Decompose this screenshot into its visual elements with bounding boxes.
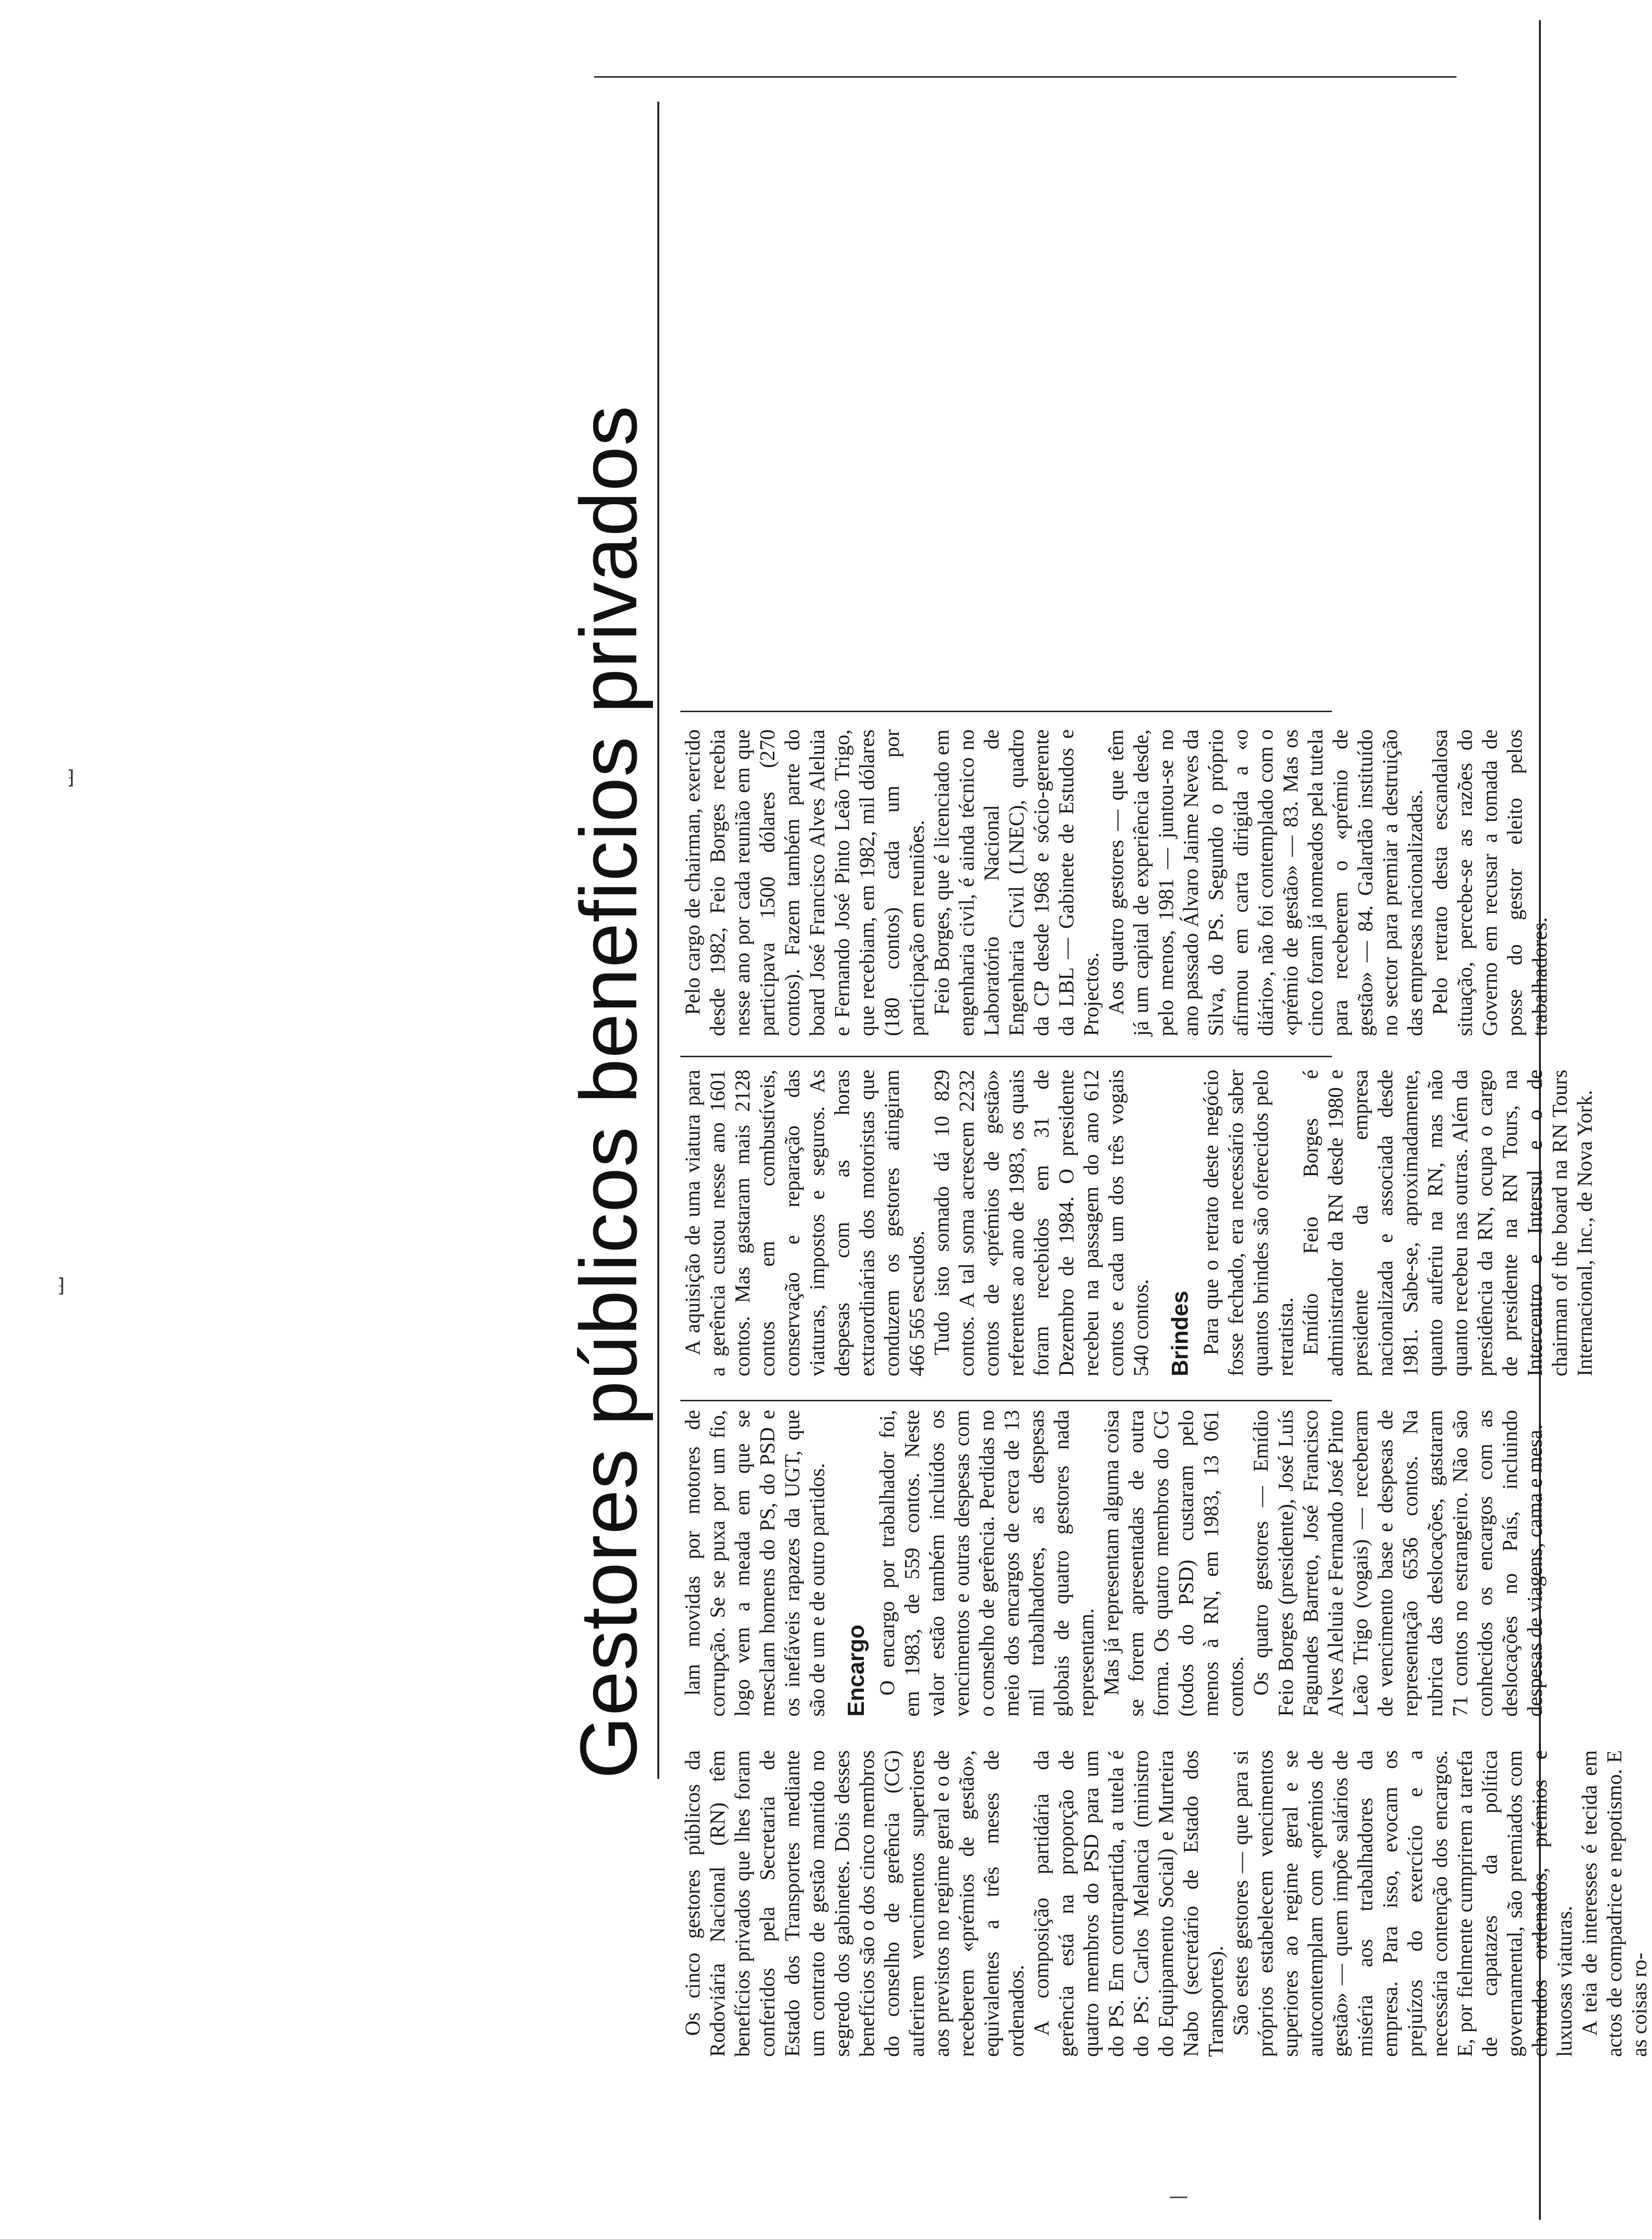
- article-paragraph: Os quatro gestores — Emídio Feio Borges (presidente), José Luís Fagundes Barreto, José Francisco Alves Aleluia e Fernando José Pinto Leão Trigo (vogais) — receberam de vencimento base e despesas de representação 6536 contos. Na rubrica das deslocações, gastaram 71 contos no estrangeiro. Não são conhecidos os encargos com as deslocações no País, incluindo despesas de viagens, cama e mesa.: [1249, 1410, 1547, 1717]
- scan-mark: ⁆: [57, 1275, 65, 1297]
- article-paragraph: Emídio Feio Borges é administrador da RN desde 1980 e presidente da empresa nacionalizada e associada desde 1981. Sabe-se, aproximadamente, quanto auferiu na RN, mas não quanto recebeu nas outras. Além da presidência da RN, ocupa o cargo de presidente na RN Tours, na Intercentro e Intersul e o de chairman of the board na RN Tours Internacional, Inc., de Nova York.: [1299, 1070, 1596, 1376]
- article-paragraph: Pelo retrato desta escandalosa situação, percebe-se as razões do Governo em recusar a tomada de posse do gestor eleito pelos trabalhadores.: [1428, 729, 1551, 1036]
- article-paragraph: São estes gestores — que para si próprios estabelecem vencimentos superiores ao regime geral e se autocontemplam com «prémios de gestão» — quem impõe salários de miséria aos trabalhadores da empresa. Para isso, evocam os prejuízos do exercício e a necessária contenção dos encargos. E, por fielmente cumprirem a tarefa de capatazes da política governamental, são premiados com chorudos ordenados, prémios e luxuosas viaturas.: [1229, 1750, 1576, 2057]
- article-paragraph: A aquisição de uma viatura para a gerência custou nesse ano 1601 contos. Mas gastaram mais 2128 contos em combustíveis, conservação e reparação das viaturas, impostos e seguros. As despesas com as horas extraordinárias dos motoristas que conduzem os gestores atingiram 466 565 escudos.: [681, 1070, 929, 1376]
- article-paragraph: Feio Borges, que é licenciado em engenharia civil, é ainda técnico no Laboratório Nacional de Engenharia Civil (LNEC), quadro da CP desde 1968 e sócio-gerente da LBL — Gabinete de Estudos e Projectos.: [930, 729, 1103, 1036]
- column-divider: [680, 711, 1332, 712]
- article-column-1: [680, 1750, 1652, 2057]
- article-paragraph: A teia de interesses é tecida em actos de compadrice e nepotismo. E as coisas ro-: [1578, 1750, 1651, 2057]
- subhead-brindes: Brindes: [1168, 1291, 1193, 1376]
- article-paragraph: A composição partidária da gerência está na proporção de quatro membros do PSD para um do PS. Em contrapartida, a tutela é do PS: Carlos Melancia (ministro do Equipamento Social) e Murteira Nabo (secretário de Estado dos Transportes).: [1030, 1750, 1228, 2057]
- article-column-4: [680, 729, 1552, 1036]
- article-paragraph: Para que o retrato deste negócio fosse fechado, era necessário saber quantos brindes são oferecidos pelo retratista.: [1199, 1070, 1297, 1376]
- scan-mark: ⁆: [67, 767, 75, 789]
- article-paragraph: O encargo por trabalhador foi, em 1983, de 559 contos. Neste valor estão também incluídos os vencimentos e outras despesas com o conselho de gerência. Perdidas no meio dos encargos de cerca de 13 mil trabalhadores, as despesas globais de quatro gestores nada representam.: [875, 1410, 1098, 1717]
- top-rule: [657, 102, 659, 1779]
- article-paragraph: Os cinco gestores públicos da Rodoviária Nacional (RN) têm benefícios privados que lhes foram conferidos pela Secretaria de Estado dos Transportes mediante um contrato de gestão mantido no segredo dos gabinetes. Dois desses benefícios são o dos cinco membros do conselho de gerência (CG) auferirem vencimentos superiores aos previstos no regime geral e o de receberem «prémios de gestão», equivalentes a três meses de ordenados.: [681, 1750, 1028, 2057]
- headline: Gestores públicos beneficios privados: [563, 405, 654, 1779]
- article-paragraph: Aos quatro gestores — que têm já um capital de experiência desde, pelo menos, 1981 — juntou-se no ano passado Álvaro Jaime Neves da Silva, do PS. Segundo o próprio afirmou em carta dirigida a «o diário», não foi contemplado com o «prémio de gestão» — 83. Mas os cinco foram já nomeados pela tutela para receberem o «prémio de gestão» — 84. Galardão instituído no sector para premiar a destruição das empresas nacionalizadas.: [1104, 729, 1427, 1036]
- article-paragraph: Tudo isto somado dá 10 829 contos. A tal soma acrescem 2232 contos de «prémios de gestão» referentes ao ano de 1983, os quais foram recebidos em 31 de Dezembro de 1984. O presidente recebeu na passagem do ano 612 contos e cada um dos três vogais 540 contos.: [930, 1070, 1153, 1376]
- scan-mark: —: [1169, 2185, 1188, 2207]
- subhead-encargo: Encargo: [844, 1624, 869, 1717]
- column-divider: [680, 1056, 1332, 1057]
- column-divider: [680, 1400, 1332, 1401]
- section-rule: [594, 76, 1457, 78]
- article-paragraph: lam movidas por motores de corrupção. Se se puxa por um fio, logo vem a meada em que se mesclam homens do PS, do PSD e os inefáveis rapazes da UGT, que são de um e de outro partidos.: [681, 1410, 829, 1717]
- article-paragraph: Pelo cargo de chairman, exercido desde 1982, Feio Borges recebia nesse ano por cada reunião em que participava 1500 dólares (270 contos). Fazem também parte do board José Francisco Alves Aleluia e Fernando José Pinto Leão Trigo, que recebiam, em 1982, mil dólares (180 contos) cada um por participação em reuniões.: [681, 729, 929, 1036]
- article-column-2: [680, 1410, 1548, 1717]
- article-column-3: [680, 1070, 1597, 1376]
- article-paragraph: Mas já representam alguma coisa se forem apresentadas de outra forma. Os quatro membros do CG (todos do PSD) custaram pelo menos à RN, em 1983, 13 061 contos.: [1100, 1410, 1248, 1717]
